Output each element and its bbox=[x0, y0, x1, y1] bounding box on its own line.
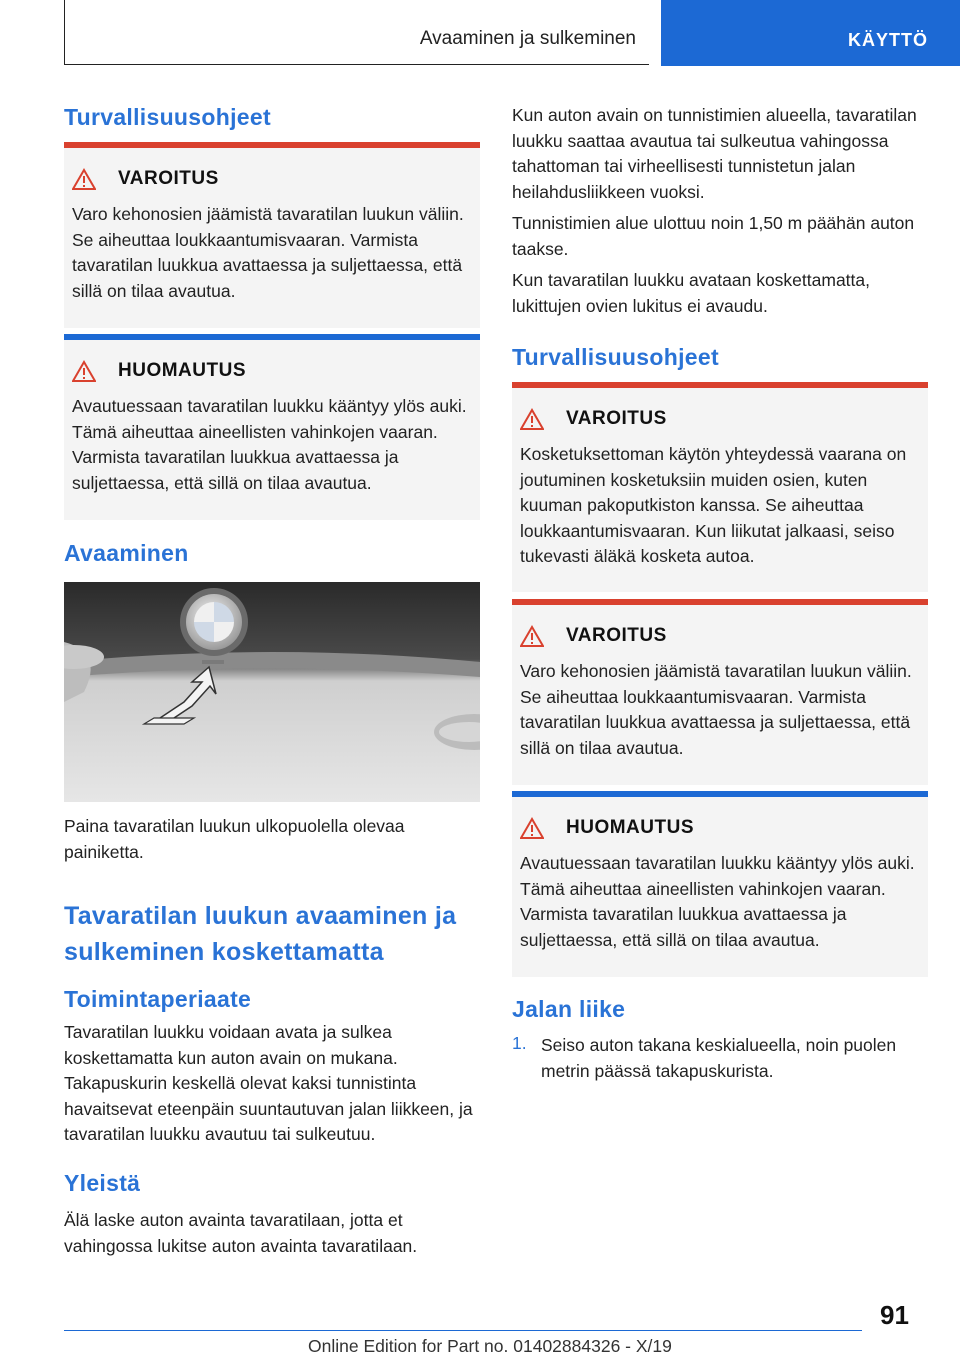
note-text: Avautuessaan tavaratilan luukku kääntyy ylös auki. Tämä aiheuttaa aineellisten vahinkojen vaaran. Varmista tavaratilan luukkua avattaessa ja suljettaessa, että sillä on tilaa avautua. bbox=[72, 396, 467, 493]
header-section-title: Avaaminen ja sulkeminen bbox=[419, 28, 636, 49]
trunk-button-photo bbox=[64, 582, 480, 802]
page-number: 91 bbox=[880, 1300, 909, 1330]
sensor-paragraph: Kun auton avain on tunnistimien alueella, tavaratilan luukku saattaa avautua tai sulkeutua vahingossa tahattoman tai virheellisesti tunnistetun jalan heilahdusliikkeen vuoksi. bbox=[512, 105, 917, 202]
header-underline bbox=[64, 64, 649, 65]
photo-caption: Paina tavaratilan luukun ulkopuolella olevaa painiketta. bbox=[64, 816, 405, 862]
warning-triangle-icon bbox=[72, 360, 96, 382]
note-title: HUOMAUTUS bbox=[118, 360, 246, 381]
warning-text: Varo kehonosien jäämistä tavaratilan luukun väliin. Se aiheuttaa loukkaantumisvaaran. Varmista tavaratilan luukkua avattaessa ja suljettaessa, että sillä on tilaa avautua. bbox=[72, 204, 464, 301]
warning-title: VAROITUS bbox=[566, 408, 667, 429]
footer-edition: Online Edition for Part no. 01402884326 - X/19 bbox=[308, 1336, 672, 1356]
step-text: Seiso auton takana keskialueella, noin puolen metrin päässä takapuskurista. bbox=[541, 1035, 897, 1081]
heading-principle: Toimintaperiaate bbox=[64, 986, 252, 1012]
warning-triangle-icon bbox=[520, 625, 544, 647]
footer-rule bbox=[64, 1330, 862, 1331]
note-title: HUOMAUTUS bbox=[566, 817, 694, 838]
step-number: 1. bbox=[512, 1033, 527, 1053]
chapter-tab[interactable] bbox=[661, 0, 960, 66]
chapter-tab-label: KÄYTTÖ bbox=[848, 30, 928, 50]
note-box-left bbox=[64, 334, 480, 520]
warning-box-left bbox=[64, 142, 480, 328]
lock-paragraph: Kun tavaratilan luukku avataan koskettamatta, lukittujen ovien lukitus ei avaudu. bbox=[512, 270, 870, 316]
warning-title: VAROITUS bbox=[118, 168, 219, 189]
note-box-right bbox=[512, 791, 928, 977]
warning-triangle-icon bbox=[520, 817, 544, 839]
heading-touchless: Tavaratilan luukun avaaminen ja sulkeminen koskettamatta bbox=[64, 902, 457, 966]
warning-box-right-1 bbox=[512, 382, 928, 592]
warning-triangle-icon bbox=[520, 408, 544, 430]
note-text: Avautuessaan tavaratilan luukku kääntyy ylös auki. Tämä aiheuttaa aineellisten vahinkojen vaaran. Varmista tavaratilan luukkua avattaessa ja suljettaessa, että sillä on tilaa avautua. bbox=[520, 853, 915, 950]
heading-general: Yleistä bbox=[64, 1170, 141, 1196]
warning-text: Varo kehonosien jäämistä tavaratilan luukun väliin. Se aiheuttaa loukkaantumisvaaran. Varmista tavaratilan luukkua avattaessa ja suljettaessa, että sillä on tilaa avautua. bbox=[520, 661, 912, 758]
heading-safety-left: Turvallisuusohjeet bbox=[64, 104, 271, 130]
general-text: Älä laske auton avainta tavaratilaan, jotta et vahingossa lukitse auton avainta tavaratilaan. bbox=[64, 1210, 418, 1256]
principle-text: Tavaratilan luukku voidaan avata ja sulkea koskettamatta kun auton avain on mukana. Takapuskurin keskellä olevat kaksi tunnistinta havaitsevat eteenpäin suuntautuvan jalan liikkeen, ja tavaratilan luukku avautuu tai sulkeutuu. bbox=[64, 1022, 473, 1144]
warning-triangle-icon bbox=[72, 168, 96, 190]
heading-opening: Avaaminen bbox=[64, 540, 189, 566]
warning-title: VAROITUS bbox=[566, 625, 667, 646]
heading-safety-right: Turvallisuusohjeet bbox=[512, 344, 719, 370]
warning-box-right-2 bbox=[512, 599, 928, 785]
heading-foot-movement: Jalan liike bbox=[512, 996, 626, 1022]
range-paragraph: Tunnistimien alue ulottuu noin 1,50 m päähän auton taakse. bbox=[512, 213, 915, 259]
warning-text: Kosketuksettoman käytön yhteydessä vaarana on joutuminen kosketuksiin muiden osien, kuten kuuman pakoputkiston kanssa. Se aiheuttaa loukkaantumisvaaran. Kun liikutat jalkaasi, seiso tukevasti äläkä kosketa autoa. bbox=[520, 444, 907, 566]
